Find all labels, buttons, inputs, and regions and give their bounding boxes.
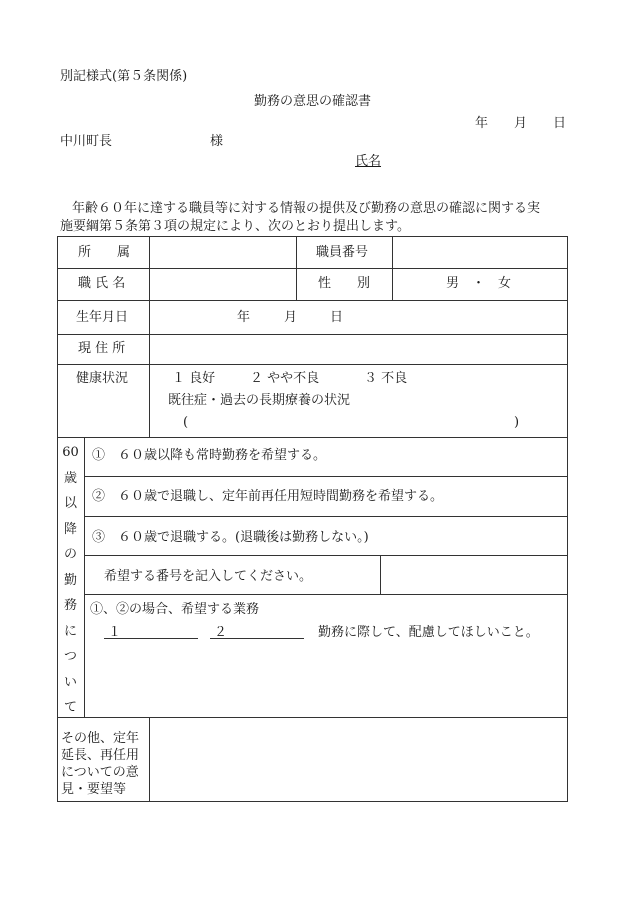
date-day-label: 日 — [553, 116, 567, 131]
date-year-label: 年 — [475, 116, 489, 131]
intro-line-1: 年齢６０年に達する職員等に対する情報の提供及び勤務の意思の確認に関する実 — [72, 201, 541, 216]
duty-2-label: ２ — [214, 625, 228, 640]
paren-close: ) — [514, 415, 520, 430]
desired-duties-label: ①、②の場合、希望する業務 — [90, 602, 260, 617]
duty-1-label: １ — [108, 625, 122, 640]
other-label-line: その他、定年 — [61, 731, 140, 746]
document-title: 勤務の意思の確認書 — [254, 94, 372, 109]
other-label-line: 見・要望等 — [61, 782, 127, 797]
choice-prompt: 希望する番号を記入してください。 — [104, 569, 313, 584]
staff-number-field[interactable] — [393, 237, 566, 267]
vertical-label-char: に — [63, 623, 77, 639]
honorific: 様 — [210, 134, 224, 149]
vertical-label-char: の — [63, 547, 77, 562]
option-retire: ③ ６０歳で退職する。(退職後は勤務しない。) — [92, 530, 369, 545]
vertical-label-char: 勤 — [63, 572, 77, 588]
address-field[interactable] — [150, 335, 566, 363]
vertical-label-char: つ — [63, 649, 77, 664]
choice-number-field[interactable] — [381, 556, 566, 593]
vertical-label-char: て — [63, 700, 77, 715]
affiliation-label: 所 属 — [78, 245, 131, 260]
gender-label: 性 別 — [318, 276, 371, 291]
vertical-label-char: 以 — [63, 496, 77, 511]
affiliation-field[interactable] — [150, 237, 295, 267]
other-opinions-field[interactable] — [150, 718, 566, 800]
name-label: 職 氏 名 — [78, 276, 126, 291]
staff-number-label: 職員番号 — [316, 245, 369, 260]
other-label-line: 延長、再任用 — [61, 748, 140, 763]
duty-1-line[interactable] — [104, 638, 198, 639]
applicant-name-label: 氏名 — [355, 154, 382, 169]
health-label: 健康状況 — [76, 371, 129, 386]
vertical-label-char: い — [63, 674, 77, 690]
vertical-label-char: 降 — [63, 521, 77, 537]
birth-month-label: 月 — [284, 310, 298, 325]
option-reappoint-shorttime: ② ６０歳で退職し、定年前再任用短時間勤務を希望する。 — [92, 489, 444, 504]
health-option-poor[interactable]: ３ 不良 — [364, 371, 408, 386]
vertical-label-char: 歳 — [63, 470, 77, 486]
health-option-fair[interactable]: ２ やや不良 — [250, 371, 320, 386]
birthdate-label: 生年月日 — [76, 310, 129, 325]
birth-day-label: 日 — [330, 310, 344, 325]
date-month-label: 月 — [514, 116, 528, 131]
duty-2-line[interactable] — [210, 638, 304, 639]
name-field[interactable] — [150, 269, 295, 299]
addressee: 中川町長 — [60, 134, 113, 149]
vertical-label-char: 60 — [62, 445, 79, 460]
address-label: 現 住 所 — [78, 341, 126, 356]
intro-line-2: 施要綱第５条第３項の規定により、次のとおり提出します。 — [60, 219, 410, 234]
health-option-good[interactable]: １ 良好 — [172, 371, 216, 386]
gender-options[interactable]: 男 ・ 女 — [446, 276, 512, 291]
birth-year-label: 年 — [237, 310, 251, 325]
other-label-line: についての意 — [61, 765, 139, 780]
medical-history-label: 既往症・過去の長期療養の状況 — [168, 393, 351, 408]
form-label: 別記様式(第５条関係) — [60, 69, 188, 84]
section-60-vertical-label — [57, 440, 84, 721]
other-opinions-label — [61, 730, 149, 798]
option-continue-fulltime: ① ６０歳以降も常時勤務を希望する。 — [92, 448, 327, 463]
vertical-label-char: 務 — [63, 598, 77, 613]
paren-open: ( — [183, 415, 189, 430]
consideration-label: 勤務に際して、配慮してほしいこと。 — [318, 625, 539, 640]
